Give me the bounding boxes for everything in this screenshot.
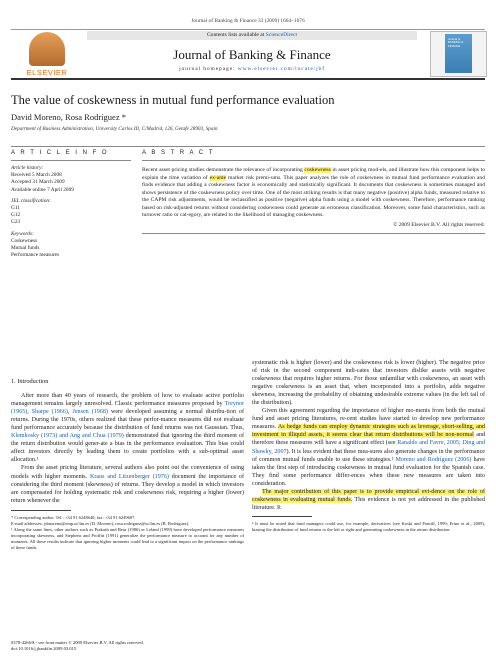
elsevier-tree-icon: [29, 32, 65, 66]
jel-code: G23: [11, 219, 21, 226]
citation-link[interactable]: Kraus and Litzenberger (1976): [89, 473, 169, 480]
homepage-prefix: journal homepage:: [179, 66, 238, 72]
paper-authors: David Moreno, Rosa Rodríguez *: [11, 112, 126, 122]
cover-title: Journal of BANKING & FINANCE: [448, 37, 464, 48]
footnote-1: ¹ Along the same lines, other authors such as Prakash and Bear (1986) or Leland (1999) have developed performance measures incorporating skewness, and Stephens and Proffitt (1991) generalize the performance measure to account for any number of moments. All these results indicate that ignoring higher moments could lead to a significant impact on the performance rankings of these funds.: [11, 526, 244, 550]
paper-title: The value of coskewness in mutual fund performance evaluation: [11, 93, 335, 107]
elsevier-logo: [11, 31, 83, 77]
highlight-major-contribution[interactable]: The major contribution of this paper is to provide empirical evi-dence on the role of coskewness in evaluating mutual funds.: [252, 488, 485, 503]
author-affiliation: Department of Business Administration, University Carlos III, C/Madrid, 126, Getafe 28903, Spain: [11, 126, 218, 132]
highlight-ex-ante[interactable]: ex-ante: [209, 174, 227, 181]
history-label: Article history:: [11, 165, 44, 171]
contents-prefix: Contents lists available at: [206, 32, 266, 38]
abstract-text: Recent asset pricing studies demonstrate the relevance of incorporating coskewness in asset pricing mod-els, and illustrate how this component helps to explain the time variation of ex-ante market risk premi-ums. This paper analyzes the role of coskewness in mutual fund performance evaluation and finds evidence that adding a coskewness factor is economically and statistically significant. It documents that coskewness is sometimes managed and shows persistence of the coskewness policy over time. One of the most striking results is that many negative (positive) alpha funds, measured relative to the CAPM risk adjustments, would be reclassified as positive (negative) alpha funds using a model with coskewness. Therefore, performance ranking based on risk-adjusted returns without considering coskewness could generate an erroneous classification. Moreover, some fund characteristics, such as turnover ratio or cat-egory, are related to the likelihood of managing coskewness.: [142, 167, 486, 219]
elsevier-wordmark: ELSEVIER: [26, 68, 68, 77]
journal-title: Journal of Banking & Finance: [173, 47, 331, 62]
keyword: Performance measures: [11, 252, 60, 259]
article-info-heading: A R T I C L E I N F O: [11, 150, 109, 156]
contents-band: [87, 31, 417, 40]
journal-citation-line: Journal of Banking & Finance 33 (2009) 1664–1676: [191, 18, 305, 24]
right-column: [252, 359, 485, 533]
highlight-coskewness[interactable]: coskewness: [304, 167, 331, 173]
homepage-link[interactable]: www.elsevier.com/locate/jbf: [237, 66, 325, 72]
article-info-rule: [11, 160, 131, 161]
footnote-email: E-mail addresses: jdmoreno@emp.uc3m.es (D. Moreno), rosa.rodriguez@uc3m.es (R. Rodríguez).: [11, 520, 190, 526]
received-date: Received 5 March 2008: [11, 172, 62, 179]
right-paragraph-1: systematic risk is higher (lower) and the coskewness risk is lower (higher). The negative price of risk in the second component indi-cates that investors dislike assets with negative coskewness that requires higher returns. For those unfamiliar with coskewness, an asset with negative coskewness is an asset that, when incorporated into a portfolio, adds negative skewness, increasing the probability of obtaining undesirable extreme values (in the left tail of the distribution).: [252, 360, 485, 407]
journal-homepage: [87, 66, 417, 72]
left-column: [11, 378, 244, 551]
online-date: Available online 7 April 2009: [11, 186, 74, 193]
cover-image: [445, 34, 472, 73]
sciencedirect-link[interactable]: ScienceDirect: [265, 32, 298, 38]
intro-paragraph-2: From the asset pricing literature, several authors also point out the convenience of using models with higher moments. Kraus and Litzenberger (1976) document the importance of considering the third moment (skewness) of returns. They develop a model in which investors are compensated for holding systematic risk and coskewness risk, requiring a higher (lower) return whenever the: [11, 465, 245, 504]
issn-line: 0378-4266/$ - see front matter © 2009 Elsevier B.V. All rights reserved.: [11, 640, 144, 645]
citation-link[interactable]: Klemkosky (1973) and Ang and Chua (1979): [11, 433, 124, 440]
header-divider: [11, 146, 485, 147]
footnote-2: ² It must be noted that fund managers could use, for example, derivatives (see Koski and Pontiff, 1999; Frino et al., 2009), biasing the distribution of fund returns to the left or right and generating coskewness in the return distribution.: [252, 520, 485, 532]
intro-paragraph-1: After more than 40 years of research, the problem of how to evaluate active portfolio management remains largely unresolved. Classic performance measures proposed by Treynor (1965), Sharpe (1966), Jensen (1968) were developed assuming a normal distribu-tion of returns. During the 1970s, others realized that these perfor-mance measures did not evaluate fund performance accurately because the distribution of fund returns was not Gaussian. Thus, Klemkosky (1973) and Ang and Chua (1979) demonstrated that ignoring the third moment of the return distribution would gener-ate a bias in the performance evaluation. This bias could affect investors directly by leading them to create portfolios with a sub-optimal asset allocation.¹: [11, 393, 245, 464]
right-paragraph-2: Given this agreement regarding the importance of higher mo-ments from both the mutual fund and asset pricing literatures, re-cent studies have started to develop new performance measures. As hedge funds can employ dynamic strategies such as leverage, short-selling, and investment in illiquid assets, it seems clear that return distributions will be non-normal and therefore these measures will have a significant effect (see Ranaldo and Favre, 2005; Ding and Shawky, 2007). It is less evident that these mea-sures also generate changes in the performance of common mutual funds unable to use these strategies.² Moreno and Rodríguez (2006) have taken the first step of introducing coskewness in mutual fund evaluation for the Spanish case. They find some performance differ-ences when these new measures are taken into consideration.: [252, 408, 485, 487]
jel-code: G11: [11, 205, 20, 212]
jel-code: G12: [11, 212, 21, 219]
abstract-copyright: © 2009 Elsevier B.V. All rights reserved.: [393, 221, 485, 228]
citation-link[interactable]: Treynor (1965), Sharpe (1966), Jensen (1968): [11, 401, 244, 416]
abstract-rule: [142, 160, 485, 161]
citation-link[interactable]: Ranaldo and Favre, 2005; Ding and Shawky, 2007: [252, 440, 485, 455]
doi-line: doi:10.1016/j.jbankfin.2009.03.015: [11, 646, 77, 651]
section-heading-introduction: 1. Introduction: [11, 378, 49, 385]
citation-link[interactable]: Moreno and Rodríguez (2006): [395, 456, 472, 463]
keyword: Mutual funds: [11, 245, 40, 252]
accepted-date: Accepted 31 March 2009: [11, 179, 65, 186]
jel-label: JEL classification:: [11, 197, 51, 204]
footnote-rule: [252, 516, 312, 517]
footnote-rule: [11, 510, 71, 511]
footnote-corresponding: * Corresponding author. Tel.: +34 91 6248640; fax: +34 91 6249607.: [11, 514, 136, 520]
abstract-bottom-rule: [142, 233, 485, 234]
abstract: [142, 150, 485, 234]
journal-cover-thumbnail: [430, 31, 487, 77]
keyword: Coskewness: [11, 237, 38, 244]
right-paragraph-3: The major contribution of this paper is to provide empirical evi-dence on the role of coskewness in evaluating mutual funds. This evidence is not yet addressed in the published literature. It: [252, 488, 485, 511]
highlight-hedge-funds[interactable]: As hedge funds can employ dynamic strategies such as leverage, short-selling, and investment in illiquid assets, it seems clear that return distributions will be non-normal: [252, 424, 485, 439]
abstract-heading: A B S T R A C T: [142, 150, 215, 156]
keywords-label: Keywords:: [11, 230, 34, 237]
article-info: [11, 150, 131, 259]
